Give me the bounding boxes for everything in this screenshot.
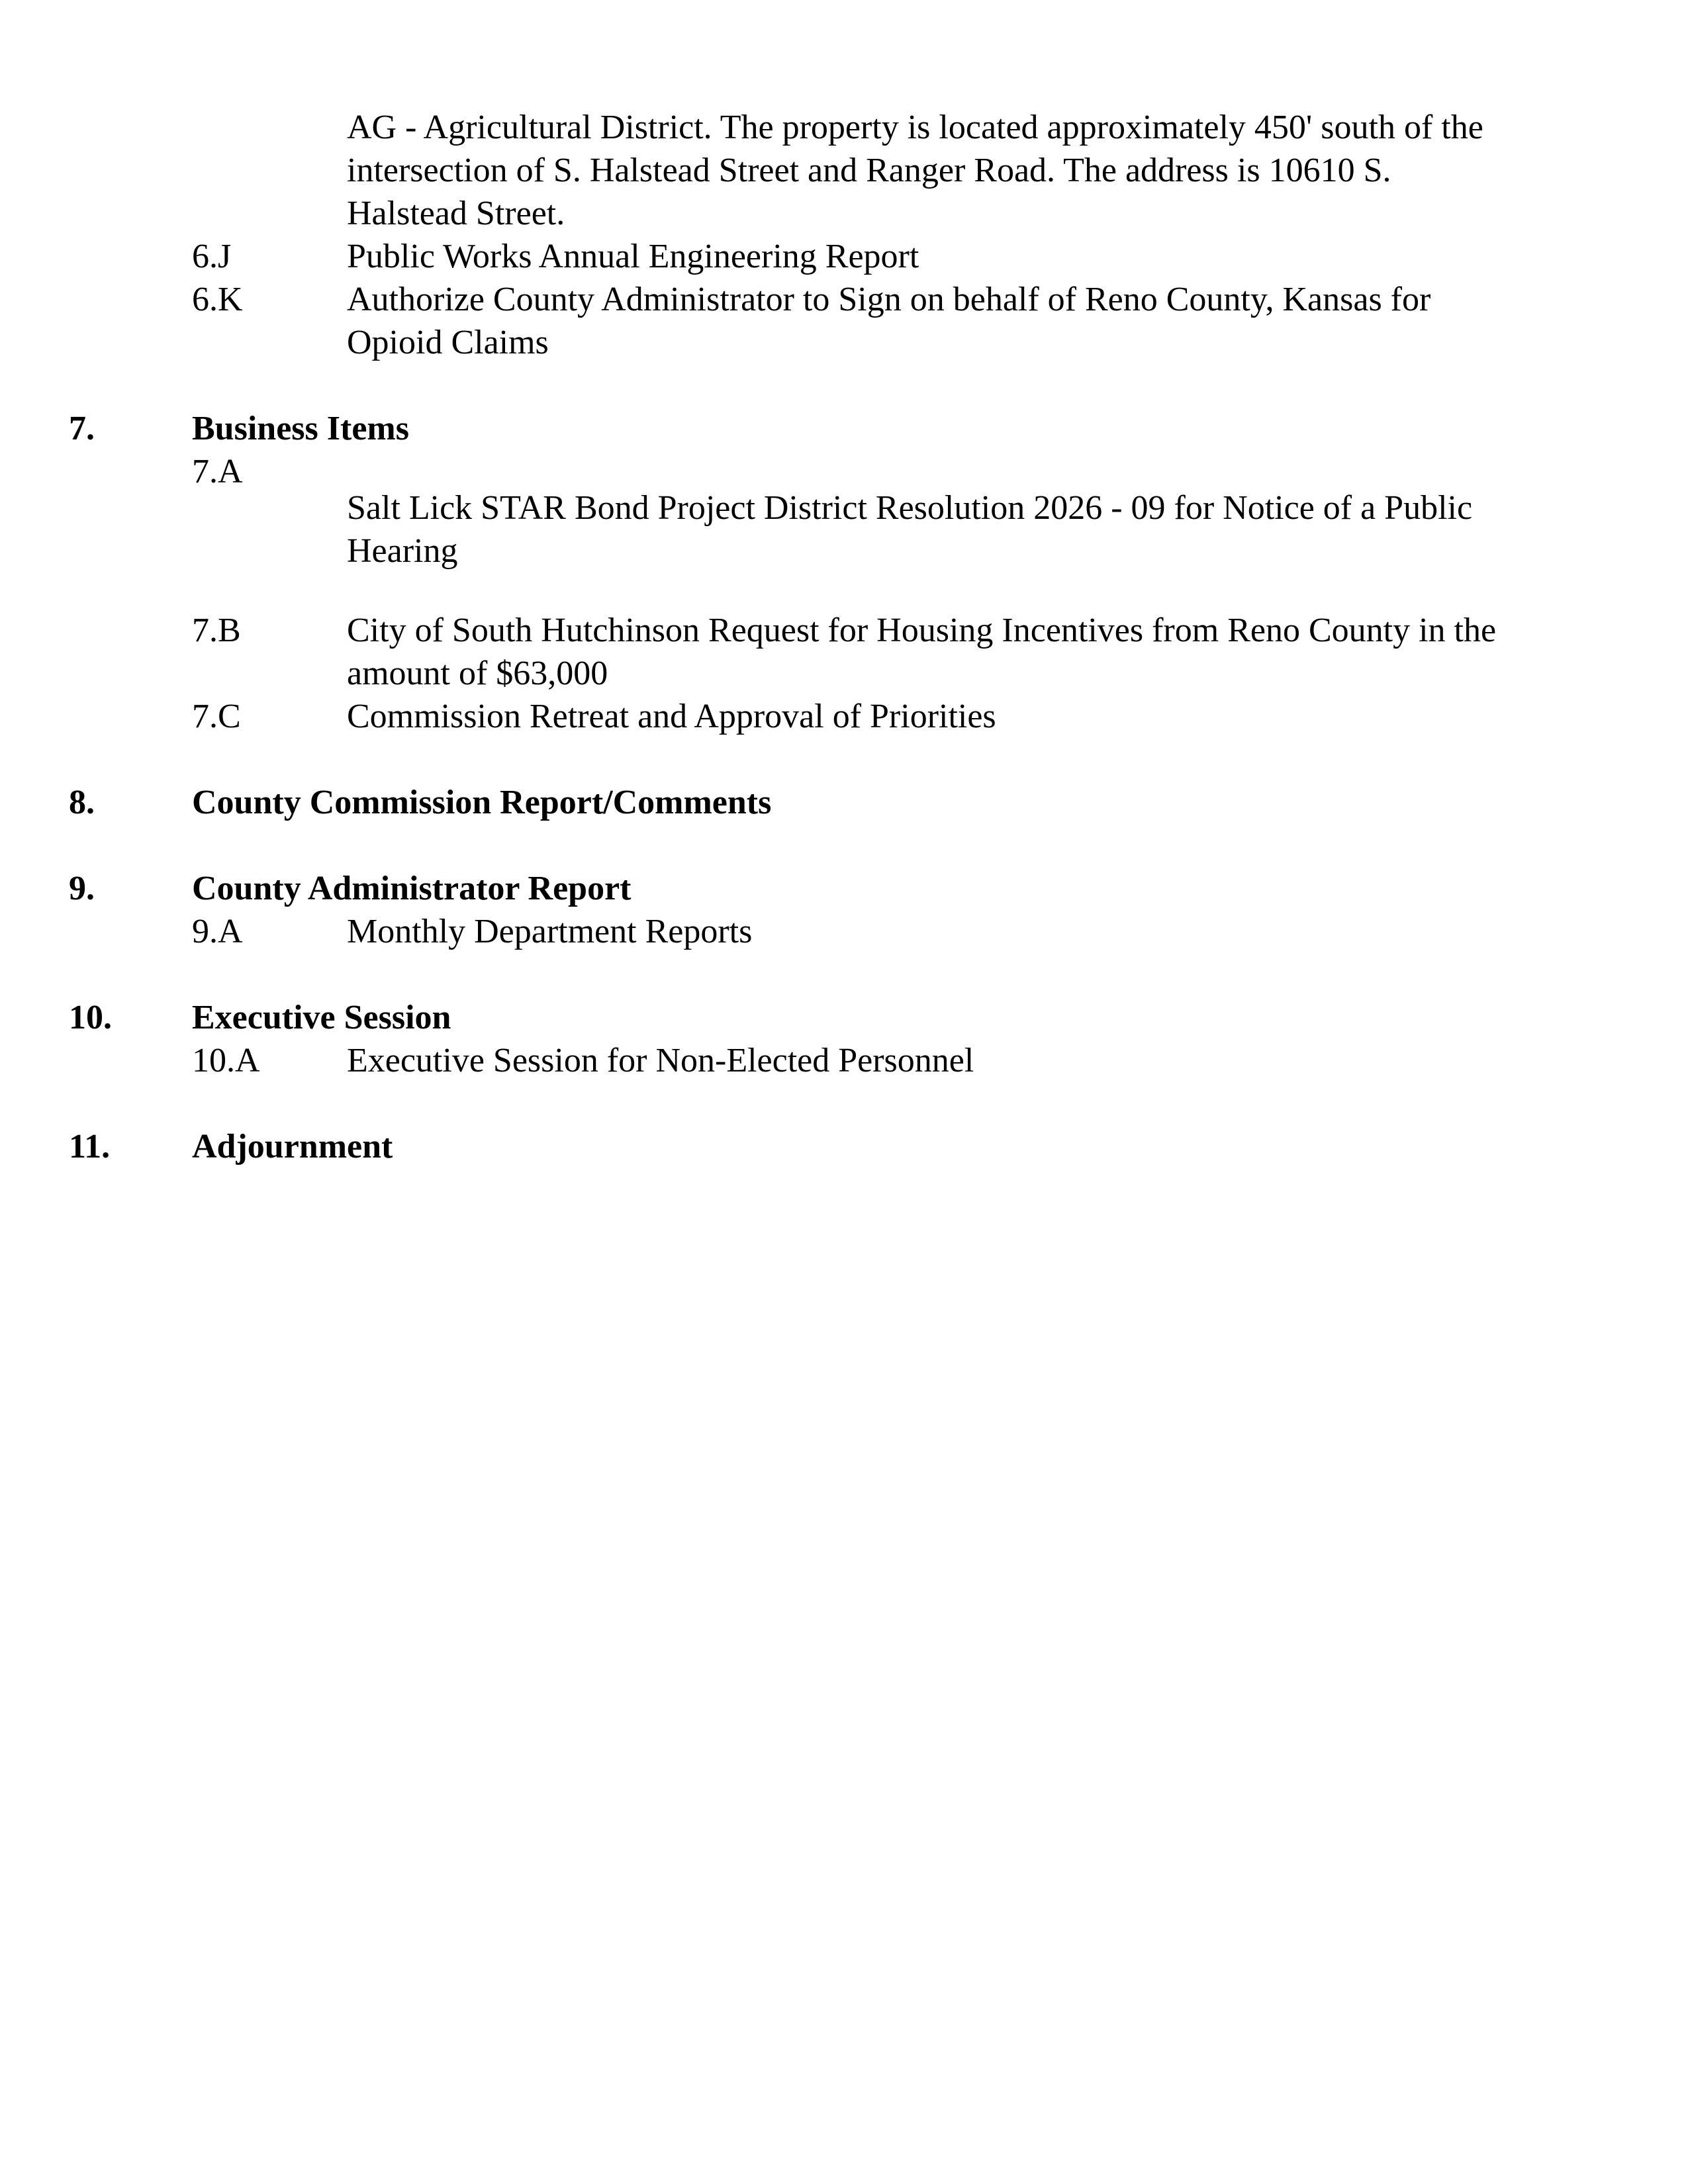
section-number: 8. (69, 784, 95, 821)
item-number: 6.J (192, 238, 232, 275)
item-text-line: Monthly Department Reports (347, 913, 753, 950)
section-number: 9. (69, 870, 95, 907)
item-text-line: Public Works Annual Engineering Report (347, 238, 919, 275)
item-number: 9.A (192, 913, 243, 950)
item-number: 6.K (192, 281, 243, 318)
item-text-line: amount of $63,000 (347, 655, 608, 692)
item-text-line: Commission Retreat and Approval of Priorities (347, 698, 996, 735)
item-text-line: Opioid Claims (347, 324, 549, 361)
item-number: 7.C (192, 698, 241, 735)
item-text-line: AG - Agricultural District. The property is located approximately 450' south of the (347, 109, 1483, 146)
item-number: 7.B (192, 612, 241, 649)
section-number: 7. (69, 410, 95, 447)
item-text-line: City of South Hutchinson Request for Housing Incentives from Reno County in the (347, 612, 1497, 649)
section-heading: County Administrator Report (192, 870, 632, 907)
section-heading: Executive Session (192, 999, 451, 1036)
item-text-line: Halstead Street. (347, 195, 565, 232)
item-text-line: intersection of S. Halstead Street and Ranger Road. The address is 10610 S. (347, 152, 1391, 189)
item-text-line: Authorize County Administrator to Sign on behalf of Reno County, Kansas for (347, 281, 1431, 318)
section-heading: County Commission Report/Comments (192, 784, 772, 821)
item-number: 7.A (192, 453, 243, 490)
section-number: 11. (69, 1128, 111, 1165)
item-number: 10.A (192, 1042, 260, 1079)
section-number: 10. (69, 999, 112, 1036)
item-text-line: Hearing (347, 532, 458, 570)
item-text-line: Salt Lick STAR Bond Project District Resolution 2026 - 09 for Notice of a Public (347, 489, 1473, 527)
section-heading: Adjournment (192, 1128, 393, 1165)
item-text-line: Executive Session for Non-Elected Personnel (347, 1042, 974, 1079)
section-heading: Business Items (192, 410, 409, 447)
